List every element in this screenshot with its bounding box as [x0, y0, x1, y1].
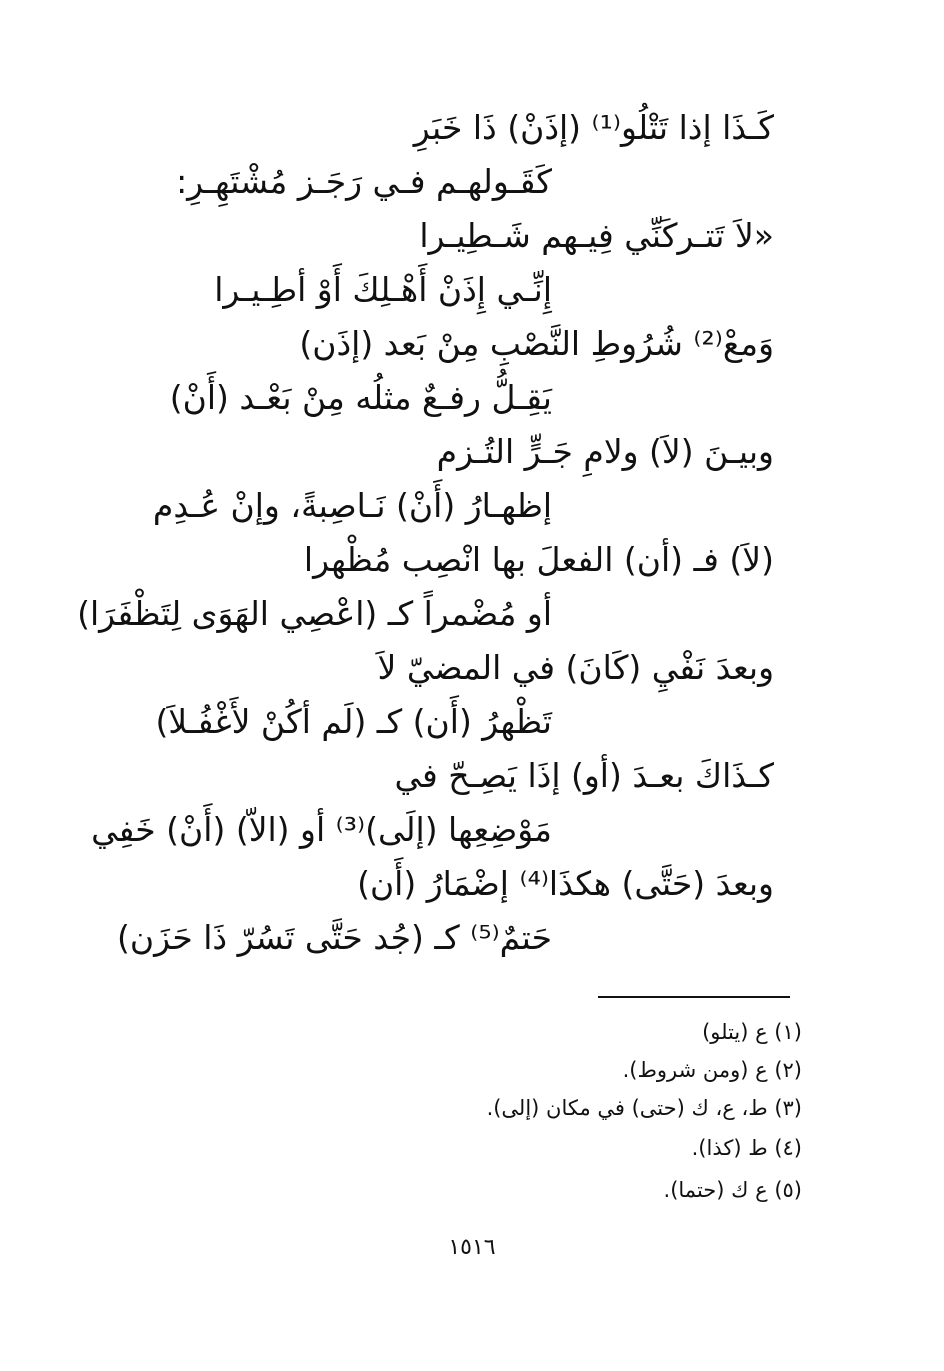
verse-line: يَقِـلُّ رفـعٌ مثلُه مِنْ بَعْـد (أَنْ)	[169, 378, 552, 417]
verse-line: كَـذَا إذا تَتْلُو⁽¹⁾ (إذَنْ) ذَا خَبَرِ	[413, 108, 774, 147]
footnote: (٥) ع ك (حتما).	[663, 1178, 802, 1202]
verse-line: تَظْهرُ (أَن) كـ (لَم أكُنْ لأَغْفُـلاَ)	[155, 702, 552, 741]
verse-line: (لاَ) فـ (أن) الفعلَ بها انْصِب مُظْهرا	[303, 540, 774, 579]
page-number: ١٥١٦	[448, 1235, 496, 1260]
footnote: (٤) ط (كذا).	[691, 1136, 802, 1160]
verse-line: وبعدَ نَفْيِ (كَانَ) في المضيّ لاَ	[377, 648, 774, 687]
verse-line: وَمعْ⁽²⁾ شُرُوطِ النَّصْبِ مِنْ بَعد (إذَن)	[299, 324, 774, 363]
verse-line: وبيـنَ (لاَ) ولامِ جَـرٍّ التُـزم	[436, 432, 774, 471]
verse-line: كـذَاكَ بعـدَ (أو) إذَا يَصِـحّ في	[394, 756, 774, 795]
footnote: (٣) ط، ع، ك (حتى) في مكان (إلى).	[486, 1096, 802, 1120]
verse-line: وبعدَ (حَتَّى) هكذَا⁽⁴⁾ إضْمَارُ (أَن)	[357, 864, 774, 903]
verse-line: أو مُضْمراً كـ (اعْصِي الهَوَى لِتَظْفَرَا)	[77, 594, 552, 633]
footnote: (١) ع (يتلو)	[702, 1020, 802, 1044]
verse-line: حَتمٌ⁽⁵⁾ كـ (جُد حَتَّى تَسُرّ ذَا حَزَن)	[117, 918, 552, 957]
verse-line: مَوْضِعِها (إلَى)⁽³⁾ أو (الاّ) (أَنْ) خَفِي	[91, 810, 552, 849]
footnote: (٢) ع (ومن شروط).	[622, 1058, 802, 1082]
verse-line: كَقَـولهـم فـي رَجَـز مُشْتَهِـرِ:	[176, 162, 552, 201]
footnote-separator	[598, 996, 790, 998]
verse-line: إظهـارُ (أَنْ) نَـاصِبةً، وإنْ عُـدِم	[152, 486, 552, 525]
verse-line: «لاَ تَتـركَنِّي فِيـهم شَـطِيـرا	[419, 216, 774, 255]
verse-line: إِنِّـي إِذَنْ أَهْـلِكَ أَوْ أطِـيـرا	[214, 270, 552, 309]
